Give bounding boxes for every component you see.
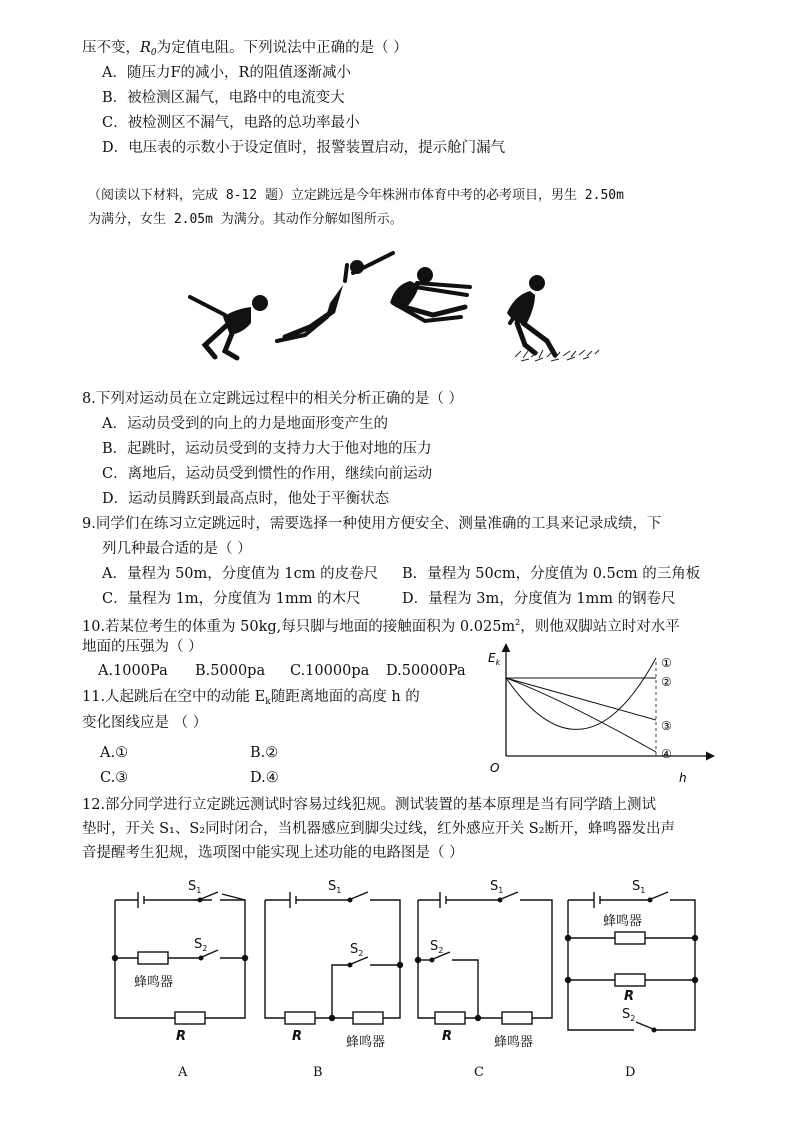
q11-option-c: C.③ (100, 770, 129, 786)
curve-1 (506, 658, 656, 729)
circuit-a-s1: $S_1$ (188, 879, 202, 895)
caption-d: D (625, 1065, 636, 1080)
graph-origin: O (490, 761, 500, 775)
circuit-d-r: R (624, 989, 635, 1004)
circuit-c-s1: $S_1$ (490, 879, 504, 895)
circuit-d-s2: $S_2$ (622, 1007, 636, 1023)
context-line-1: （阅读以下材料，完成 8-12 题）立定跳远是今年株洲市体育中考的必考项目，男生 2.50m (88, 188, 624, 203)
circuit-b-buzzer: 蜂鸣器 (346, 1035, 386, 1050)
q11-option-b: B.② (250, 745, 279, 761)
circuit-d-buzzer: 蜂鸣器 (603, 914, 643, 929)
circuit-b-s2: $S_2$ (350, 942, 364, 958)
q11-option-d: D.④ (250, 770, 279, 786)
q8-stem: 8.下列对运动员在立定跳远过程中的相关分析正确的是（ ） (82, 391, 463, 407)
q11-stem-line-2: 变化图线应是 （ ） (82, 715, 208, 731)
curve-3 (506, 678, 656, 720)
q9-stem-line-2: 列几种最合适的是（ ） (102, 541, 252, 557)
circuit-a (113, 892, 248, 1024)
q9-option-c: C．量程为 1m，分度值为 1mm 的木尺 (102, 591, 361, 607)
caption-a: A (178, 1065, 188, 1080)
circuit-c-buzzer: 蜂鸣器 (494, 1035, 534, 1050)
circuit-a-buzzer: 蜂鸣器 (134, 975, 174, 990)
marker-1: ① (661, 656, 672, 670)
q11-stem-line-1: 11.人起跳后在空中的动能 $E_k$随距离地面的高度 h 的 (82, 689, 420, 707)
q10-option-b: B.5000pa (195, 663, 266, 679)
circuit-c-s2: $S_2$ (430, 939, 444, 955)
q7-option-c: C．被检测区不漏气，电路的总功率最小 (102, 115, 360, 131)
q10-option-a: A.1000Pa (98, 663, 168, 679)
circuit-b-s1: $S_1$ (328, 879, 342, 895)
marker-2: ② (661, 675, 672, 689)
circuit-d (566, 892, 698, 1032)
r0-symbol: $R_0$ (140, 40, 157, 58)
q10-stem-line-2: 地面的压强为（ ） (82, 639, 203, 655)
ek-h-graph (484, 640, 724, 790)
q12-stem-line-1: 12.部分同学进行立定跳远测试时容易过线犯规。测试装置的基本原理是当有同学踏上测试 (82, 797, 657, 813)
circuit-b (265, 892, 403, 1024)
context-line-2: 为满分，女生 2.05m 为满分。其动作分解如图所示。 (88, 212, 403, 227)
q10-option-d: D.50000Pa (386, 663, 466, 679)
marker-4: ④ (661, 747, 672, 761)
q7-stem: 压不变，$R_0$为定值电阻。下列说法中正确的是（ ） (82, 40, 408, 58)
marker-3: ③ (661, 719, 672, 733)
q9-stem-line-1: 9.同学们在练习立定跳远时，需要选择一种使用方便安全、测量准确的工具来记录成绩，下 (82, 516, 662, 532)
circuit-c-r: R (442, 1029, 453, 1044)
circuit-d-s1: $S_1$ (632, 879, 646, 895)
q12-stem-line-2: 垫时，开关 S₁、S₂同时闭合，当机器感应到脚尖过线，红外感应开关 S₂断开，蜂鸣器发出声 (82, 821, 675, 837)
caption-b: B (313, 1065, 323, 1080)
circuit-b-r: R (292, 1029, 303, 1044)
q7-option-a: A．随压力F的减小，R的阻值逐渐减小 (102, 65, 351, 81)
caption-c: C (474, 1065, 484, 1080)
q8-option-a: A．运动员受到的向上的力是地面形变产生的 (102, 416, 388, 432)
q10-stem-line-1: 10.若某位考生的体重为 50kg,每只脚与地面的接触面积为 $0.025m^2$，则他双脚站立时对水平 (82, 618, 680, 635)
q8-option-d: D．运动员腾跃到最高点时，他处于平衡状态 (102, 491, 390, 507)
circuit-a-r: R (176, 1029, 187, 1044)
graph-ylabel: $E_k$ (488, 651, 501, 667)
q7-option-b: B．被检测区漏气，电路中的电流变大 (102, 90, 345, 106)
long-jump-illustration (185, 245, 615, 365)
circuit-a-s2: $S_2$ (194, 937, 208, 953)
circuit-diagrams (100, 870, 730, 1060)
q9-option-a: A．量程为 50m，分度值为 1cm 的皮卷尺 (102, 566, 379, 582)
curve-4 (506, 678, 656, 752)
q9-option-d: D．量程为 3m，分度值为 1mm 的钢卷尺 (402, 591, 676, 607)
q7-option-d: D．电压表的示数小于设定值时，报警装置启动，提示舱门漏气 (102, 140, 506, 156)
q9-option-b: B．量程为 50cm，分度值为 0.5cm 的三角板 (402, 566, 701, 582)
q8-option-b: B．起跳时，运动员受到的支持力大于他对地的压力 (102, 441, 432, 457)
q12-stem-line-3: 音提醒考生犯规，选项图中能实现上述功能的电路图是（ ） (82, 845, 464, 861)
q8-option-c: C．离地后，运动员受到惯性的作用，继续向前运动 (102, 466, 433, 482)
graph-xlabel: h (679, 771, 687, 785)
q10-option-c: C.10000pa (290, 663, 370, 679)
q11-option-a: A.① (100, 745, 129, 761)
circuit-c (416, 892, 553, 1024)
